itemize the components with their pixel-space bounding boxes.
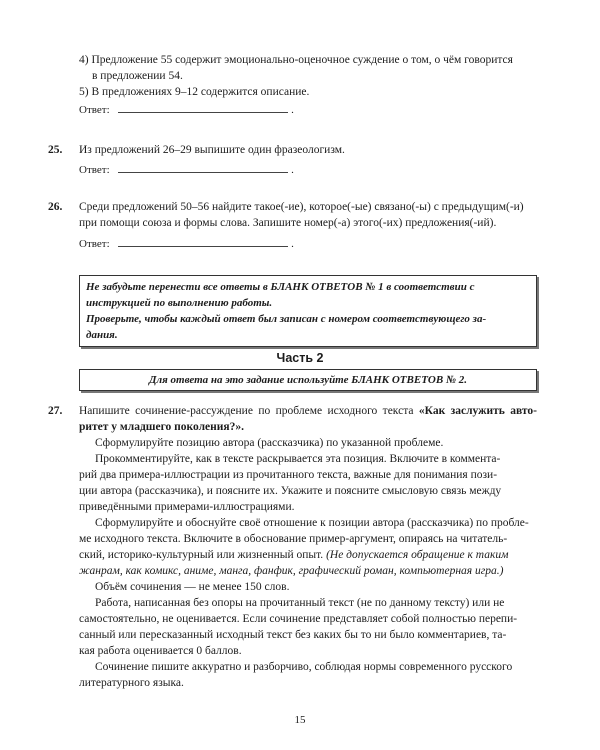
transfer-answers-notice (79, 275, 537, 347)
q27-p3d: жанрам, как комикс, аниме, манга, фанфик, графический роман, компьютерная игра.) (79, 565, 504, 577)
q27-p6b: литературного языка. (79, 677, 184, 689)
q27-p5a: Работа, написанная без опоры на прочитанный текст (не по данному тексту) или не (95, 597, 505, 609)
question-text-25: Из предложений 26–29 выпишите один фразеологизм. (79, 144, 345, 156)
q27-p2b: рий два примера-иллюстрации из прочитанного текста, важные для понимания пози- (79, 469, 498, 481)
answer-field-24[interactable] (118, 102, 288, 113)
q27-p3b: ме исходного текста. Включите в обоснование пример-аргумент, опираясь на читатель- (79, 533, 508, 545)
answer-field-25[interactable] (118, 162, 288, 173)
q27-p3c-italic: (Не допускается обращение к таким (326, 549, 509, 561)
answer-label: Ответ: (79, 164, 110, 176)
notice-line4: дания. (86, 329, 118, 341)
question-26-line1: Среди предложений 50–56 найдите такое(-ие), которое(-ые) связано(-ы) с предыдущим(-и) (79, 201, 524, 213)
question-number-27: 27. (48, 405, 63, 417)
question-text-27 (79, 403, 537, 691)
answer-field-26[interactable] (118, 236, 288, 247)
answer-row-26 (79, 236, 294, 252)
question-number-25: 25. (48, 144, 63, 156)
q27-p3c (79, 547, 537, 563)
answer-label: Ответ: (79, 238, 110, 250)
question-number-26: 26. (48, 201, 63, 213)
answer-row-25 (79, 162, 294, 178)
q27-intro-b: «Как заслужить авто- (418, 405, 537, 417)
notice-line3: Проверьте, чтобы каждый ответ был записан с номером соответствующего за- (86, 313, 487, 325)
q27-p2d: приведёнными примерами-иллюстрациями. (79, 501, 295, 513)
q27-p2a: Прокомментируйте, как в тексте раскрывается эта позиция. Включите в коммента- (95, 453, 501, 465)
option-4 (79, 52, 539, 100)
answer-dot: . (291, 104, 294, 116)
q27-p3a: Сформулируйте и обоснуйте своё отношение к позиции автора (рассказчика) по пробле- (95, 517, 529, 529)
option-4-line2: в предложении 54. (92, 70, 183, 82)
question-26-line2: при помощи союза и формы слова. Запишите номер(-а) этого(-их) предложения(-ий). (79, 217, 497, 229)
answer-row-24 (79, 102, 294, 118)
answer-label: Ответ: (79, 104, 110, 116)
question-text-26 (79, 199, 549, 231)
q27-p3c-text: ский, историко-культурный или жизненный опыт. (79, 549, 327, 561)
part-title: Часть 2 (276, 351, 324, 365)
q27-intro-line2: ритет у младшего поколения?». (79, 421, 245, 433)
q27-p5b: самостоятельно, не оценивается. Если сочинение представляет собой полностью перепи- (79, 613, 518, 625)
notice-line1: Не забудьте перенести все ответы в БЛАНК ОТВЕТОВ № 1 в соответствии с (86, 281, 475, 293)
notice-line2: инструкцией по выполнению работы. (86, 297, 273, 309)
part2-notice: Для ответа на это задание используйте БЛАНК ОТВЕТОВ № 2. (79, 369, 537, 391)
q27-p5c: санный или пересказанный исходный текст без каких бы то ни было комментариев, та- (79, 629, 507, 641)
answer-dot: . (291, 164, 294, 176)
answer-dot: . (291, 238, 294, 250)
q27-p1: Сформулируйте позицию автора (рассказчика) по указанной проблеме. (95, 437, 444, 449)
q27-p6a: Сочинение пишите аккуратно и разборчиво, соблюдая нормы современного русского (95, 661, 513, 673)
q27-p5d: кая работа оценивается 0 баллов. (79, 645, 242, 657)
option-4-line1: 4) Предложение 55 содержит эмоционально-оценочное суждение о том, о чём говорится (79, 54, 513, 66)
q27-p2c: ции автора (рассказчика), и поясните их. Укажите и поясните смысловую связь между (79, 485, 502, 497)
q27-intro-line1 (79, 403, 537, 419)
page-number: 15 (294, 714, 306, 726)
option-5: 5) В предложениях 9–12 содержится описание. (79, 86, 310, 98)
q27-p4: Объём сочинения — не менее 150 слов. (95, 581, 290, 593)
q27-intro-a: Напишите сочинение-рассуждение по проблеме исходного текста (79, 405, 419, 417)
